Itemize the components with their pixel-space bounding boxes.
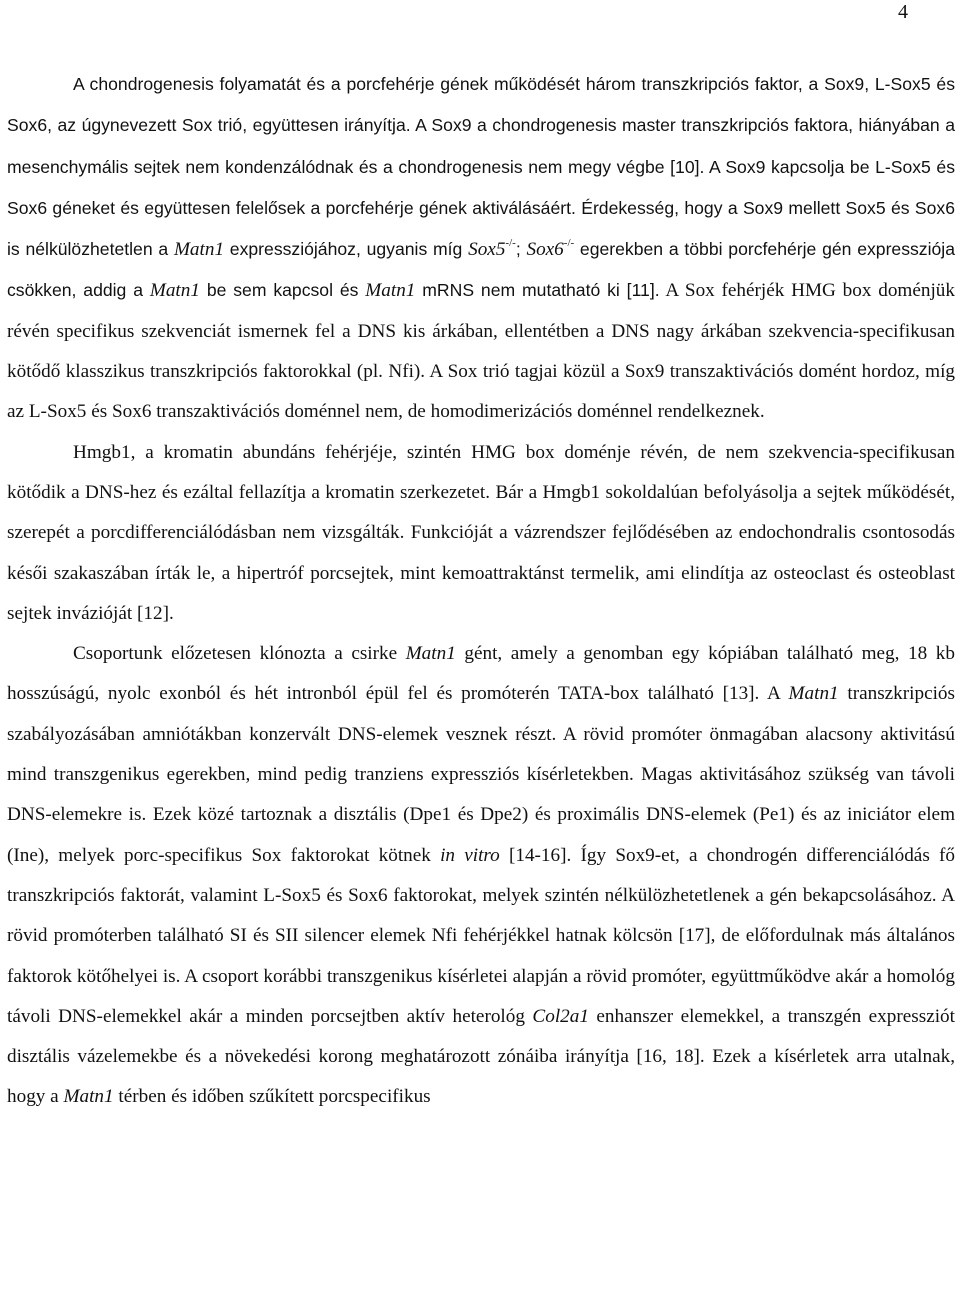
- text-segment: Matn1: [405, 643, 456, 665]
- text-segment: be sem kapcsol és: [199, 280, 366, 301]
- text-segment: Matn1: [149, 280, 200, 302]
- text-segment: térben és időben szűkített porcspecifikus: [113, 1086, 431, 1108]
- text-segment: Matn1: [63, 1086, 114, 1108]
- page-number: 4: [898, 1, 908, 23]
- text-segment: in vitro: [440, 844, 500, 866]
- text-segment: Matn1: [788, 683, 839, 705]
- paragraph-1: [7, 64, 955, 433]
- text-segment: Col2a1: [532, 1005, 589, 1027]
- text-segment: Hmgb1, a kromatin abundáns fehérjéje, szintén HMG box doménje révén, de nem szekvencia-specifikusan kötődik a DNS-hez és ezáltal fellazítja a kromatin szerkezetet. Bár a Hmgb1 sokoldalúan befolyásolja a sejtek működését, szerepét a porcdifferenciálódásban nem vizsgálták. Funkcióját a vázrendszer fejlődésében az endochondralis csontosodás késői szakaszában írták le, a hipertróf porcsejtek, mint kemoattraktánst termelik, ami elindítja az osteoclast és osteoblast sejtek invázióját [12].: [7, 441, 955, 624]
- text-segment: [14-16]. Így Sox9-et, a chondrogén differenciálódás fő transzkripciós faktorát, valamint L-Sox5 és Sox6 faktorokat, melyek szintén nélkülözhetetlenek a gén bekapcsolásához. A rövid promóterben található SI és SII silencer elemek Nfi fehérjékkel hatnak kölcsön [17], de előfordulnak más általános faktorok kötőhelyei is. A csoport korábbi transzgenikus kísérletei alapján a rövid promóter, együttműködve akár a homológ távoli DNS-elemekkel akár a minden porcsejtben aktív heterológ: [7, 844, 955, 1027]
- text-segment: Matn1: [365, 280, 416, 302]
- text-segment: gént, amely a genomban egy kópiában található meg, 18 kb hosszúságú, nyolc exonból és hét intronból épül fel és promóterén TATA-box található [13]. A: [7, 643, 955, 705]
- text-segment: -/-: [563, 236, 575, 249]
- text-segment: -/-: [505, 236, 516, 249]
- text-segment: A Sox fehérjék HMG box doménjük révén specifikus szekvenciát ismernek fel a DNS kis árkában, ellentétben a DNS nagy árkában szekvencia-specifikusan kötődő klasszikus transzkripciós faktorokkal (pl. Nfi). A Sox trió tagjai közül a Sox9 transzaktivációs domént hordoz, míg az L-Sox5 és Sox6 transzaktivációs doménnel nem, de homodimerizációs doménnel rendelkeznek.: [7, 280, 955, 423]
- paragraph-2: [7, 433, 955, 634]
- text-segment: ;: [515, 239, 527, 260]
- text-segment: enhanszer elemekkel, a transzgén expressziót disztális vázelemekbe és a növekedési korong meghatározott zónáiba irányítja [16, 18]. Ezek a kísérletek arra utalnak, hogy a: [7, 1005, 955, 1108]
- text-segment: mRNS nem mutatható ki [11].: [415, 280, 660, 301]
- text-segment: A chondrogenesis folyamatát és a porcfehérje gének működését három transzkripciós faktor, a Sox9, L-Sox5 és Sox6, az úgynevezett Sox trió, együttesen irányítja. A Sox9 a chondrogenesis master transzkripciós faktora, hiányában a mesenchymális sejtek nem kondenzálódnak és a chondrogenesis nem megy végbe [10]. A Sox9 kapcsolja be L-Sox5 és Sox6 géneket és együttesen felelősek a porcfehérje gének aktiválásáért. Érdekesség, hogy a Sox9 mellett Sox5 és Sox6 is nélkülözhetetlen a: [7, 74, 955, 260]
- paragraph-3: [7, 634, 955, 1118]
- text-segment: Matn1: [173, 239, 225, 261]
- text-segment: expressziójához, ugyanis míg: [224, 239, 469, 260]
- text-segment: Sox6: [526, 239, 564, 261]
- text-segment: Sox5: [468, 239, 506, 261]
- document-body: [7, 64, 955, 1118]
- text-segment: Csoportunk előzetesen klónozta a csirke: [73, 643, 406, 665]
- text-segment: egerekben a többi porcfehérje gén expressziója csökken, addig a: [7, 239, 955, 301]
- text-segment: transzkripciós szabályozásában amniótákban konzervált DNS-elemek vesznek részt. A rövid promóter önmagában alacsony aktivitású mind transzgenikus egerekben, mind pedig tranziens expressziós kísérletekben. Magas aktivitásához szükség van távoli DNS-elemekre is. Ezek közé tartoznak a disztális (Dpe1 és Dpe2) és proximális DNS-elemek (Pe1) és az iniciátor elem (Ine), melyek porc-specifikus Sox faktorokat kötnek: [7, 683, 955, 866]
